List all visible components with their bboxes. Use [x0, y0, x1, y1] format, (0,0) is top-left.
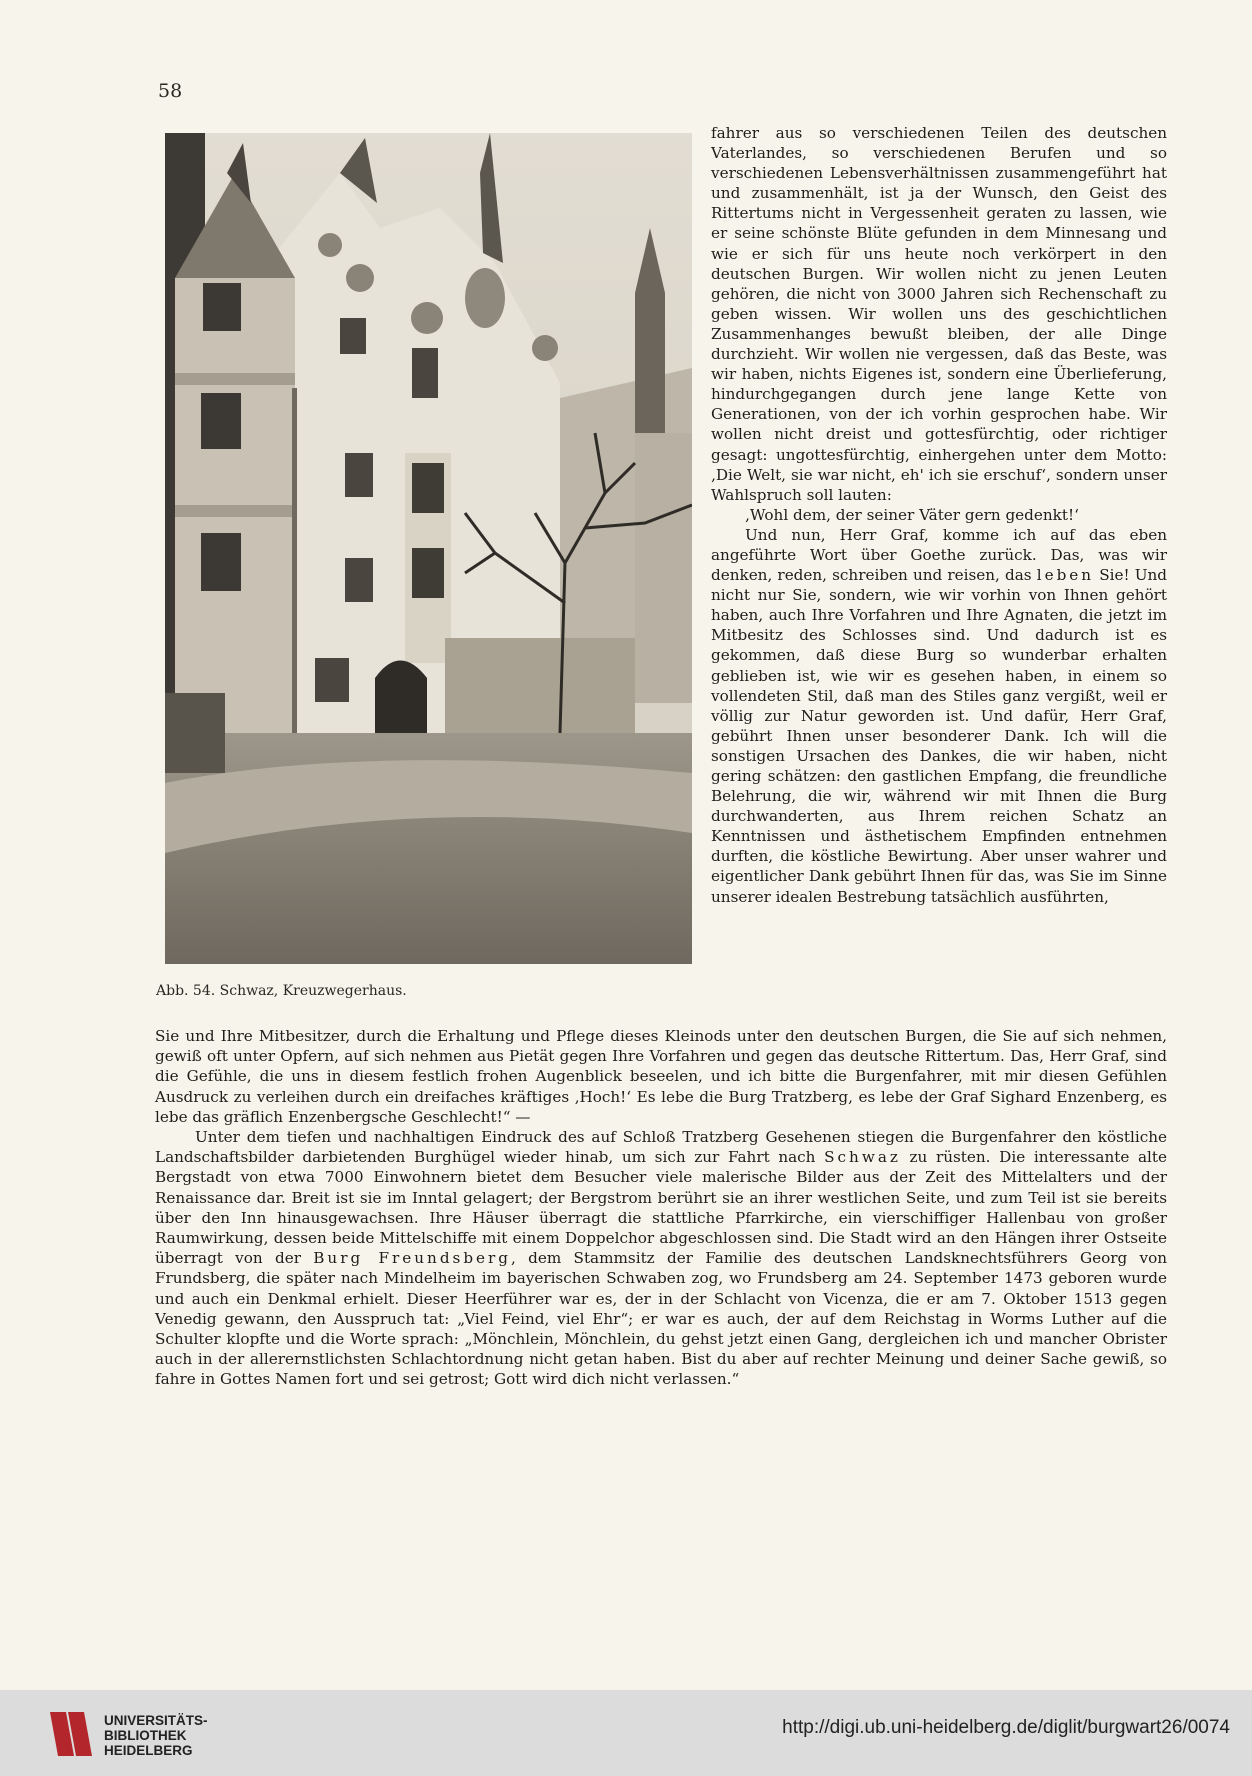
page-number: 58 — [158, 80, 183, 102]
body-paragraph: Unter dem tiefen und nachhaltigen Eindruck des auf Schloß Tratzberg Gesehenen stiegen die Burgenfahrer den köstliche Landschaftsbilder darbietenden Burghügel wieder hinab, um sich zur Fahrt nach Schwaz zu rüsten. Die interessante alte Bergstadt von etwa 7000 Einwohnern bietet dem Besucher viele malerische Bilder aus der Zeit des Mittelalters und der Renaissance dar. Breit ist sie im Inntal gelagert; der Bergstrom berührt sie an ihrer westlichen Seite, und zum Teil ist sie bereits über den Inn hinausgewachsen. Ihre Häuser überragt die stattliche Pfarrkirche, ein vierschiffiger Hallenbau von großer Raumwirkung, dessen beide Mittelschiffe mit einem Doppelchor abgeschlossen sind. Die Stadt wird an den Hängen ihrer Ostseite überragt von der Burg Freundsberg, dem Stammsitz der Familie des deutschen Landsknechtsführers Georg von Frundsberg, die später nach Mindelheim im bayerischen Schwaben zog, wo Frundsberg am 24. September 1473 geboren wurde und auch ein Denkmal erhielt. Dieser Heerführer war es, der in der Schlacht von Vicenza, die er am 7. Oktober 1513 gegen Venedig gewann, den Ausspruch tat: „Viel Feind, viel Ehr“; er war es auch, der auf dem Reichstag in Worms Luther auf die Schulter klopfte und die Worte sprach: „Mönchlein, Mönchlein, du gehst jetzt einen Gang, dergleichen ich und mancher Obrister auch in der allerernstlichsten Schlachtordnung nicht getan haben. Bist du aber auf rechter Meinung und deiner Sache gewiß, so fahre in Gottes Namen fort und sei getrost; Gott wird dich nicht verlassen.“ — [155, 1128, 1167, 1389]
building-photograph — [165, 133, 692, 964]
emphasized-place-name: Schwaz — [824, 1148, 901, 1167]
body-paragraph: Sie und Ihre Mitbesitzer, durch die Erhaltung und Pflege dieses Kleinods unter den deutschen Burgen, die Sie auf sich nehmen, gewiß oft unter Opfern, auf sich nehmen aus Pietät gegen Ihre Vorfahren und gegen das deutsche Rittertum. Das, Herr Graf, sind die Gefühle, die uns in diesem festlich frohen Augenblick beseelen, und ich bitte die Burgenfahrer, mit mir diesen Gefühlen Ausdruck zu verleihen durch ein dreifaches kräftiges ‚Hoch!‘ Es lebe die Burg Tratzberg, es lebe der Graf Sighard Enzenberg, es lebe das gräflich Enzenbergsche Geschlecht!“ — — [155, 1027, 1167, 1126]
emphasized-place-name: Burg Freundsberg — [313, 1249, 512, 1268]
column-quote: ‚Wohl dem, der seiner Väter gern gedenkt!‘ — [745, 505, 1079, 524]
figure-caption: Abb. 54. Schwaz, Kreuzwegerhaus. — [156, 983, 407, 999]
university-library-logo-icon — [46, 1708, 98, 1760]
column-paragraph: fahrer aus so verschiedenen Teilen des deutschen Vaterlandes, so verschiedenen Berufen und so verschiedenen Lebensverhältnissen zusammengeführt hat und zusammenhält, ist ja der Wunsch, den Geist des Rittertums nicht in Vergessenheit geraten zu lassen, wie er seine schönste Blüte gefunden in dem Minnesang und wie er sich für uns heute noch verkörpert in den deutschen Burgen. Wir wollen nicht zu jenen Leuten gehören, die nicht von 3000 Jahren sich Rechenschaft zu geben wissen. Wir wollen uns des geschichtlichen Zusammenhanges bewußt bleiben, der alle Dinge durchzieht. Wir wollen nie vergessen, daß das Beste, was wir haben, nichts Eigenes ist, sondern eine Überlieferung, hindurchgegangen durch jene lange Kette von Generationen, von der ich vorhin gesprochen habe. Wir wollen nicht dreist und gottesfürchtig, oder richtiger gesagt: ungottesfürchtig, einhergehen unter dem Motto: ‚Die Welt, sie war nicht, eh' ich sie erschuf‘, sondern unser Wahlspruch soll lauten: — [711, 124, 1167, 504]
full-width-text — [155, 1026, 1167, 1390]
digitization-url-link[interactable]: http://digi.ub.uni-heidelberg.de/diglit/burgwart26/0074 — [782, 1717, 1230, 1738]
building-photo-illustration — [165, 133, 692, 964]
library-name: UNIVERSITÄTS- BIBLIOTHEK HEIDELBERG — [104, 1713, 208, 1758]
emphasized-word: leben — [1036, 566, 1095, 585]
right-column-text — [711, 123, 1167, 907]
column-paragraph: Und nun, Herr Graf, komme ich auf das eben angeführte Wort über Goethe zurück. Das, was wir denken, reden, schreiben und reisen, das leben Sie! Und nicht nur Sie, sondern, wie wir vorhin von Ihnen gehört haben, auch Ihre Vorfahren und Ihre Agnaten, die jetzt im Mitbesitz des Schlosses sind. Und dadurch ist es gekommen, daß diese Burg so wunderbar erhalten geblieben ist, wie wir es gesehen haben, in einem so vollendeten Stil, daß man des Stiles ganz vergißt, weil er völlig zur Natur geworden ist. Und dafür, Herr Graf, gebührt Ihnen unser besonderer Dank. Ich will die sonstigen Ursachen des Dankes, die wir haben, nicht gering schätzen: den gastlichen Empfang, die freundliche Belehrung, die wir, während wir mit Ihnen die Burg durchwanderten, aus Ihrem reichen Schatz an Kenntnissen und ästhetischem Empfinden entnehmen durften, die köstliche Bewirtung. Aber unser wahrer und eigentlicher Dank gebührt Ihnen für das, was Sie im Sinne unserer idealen Bestrebung tatsächlich ausführten, — [711, 525, 1167, 906]
